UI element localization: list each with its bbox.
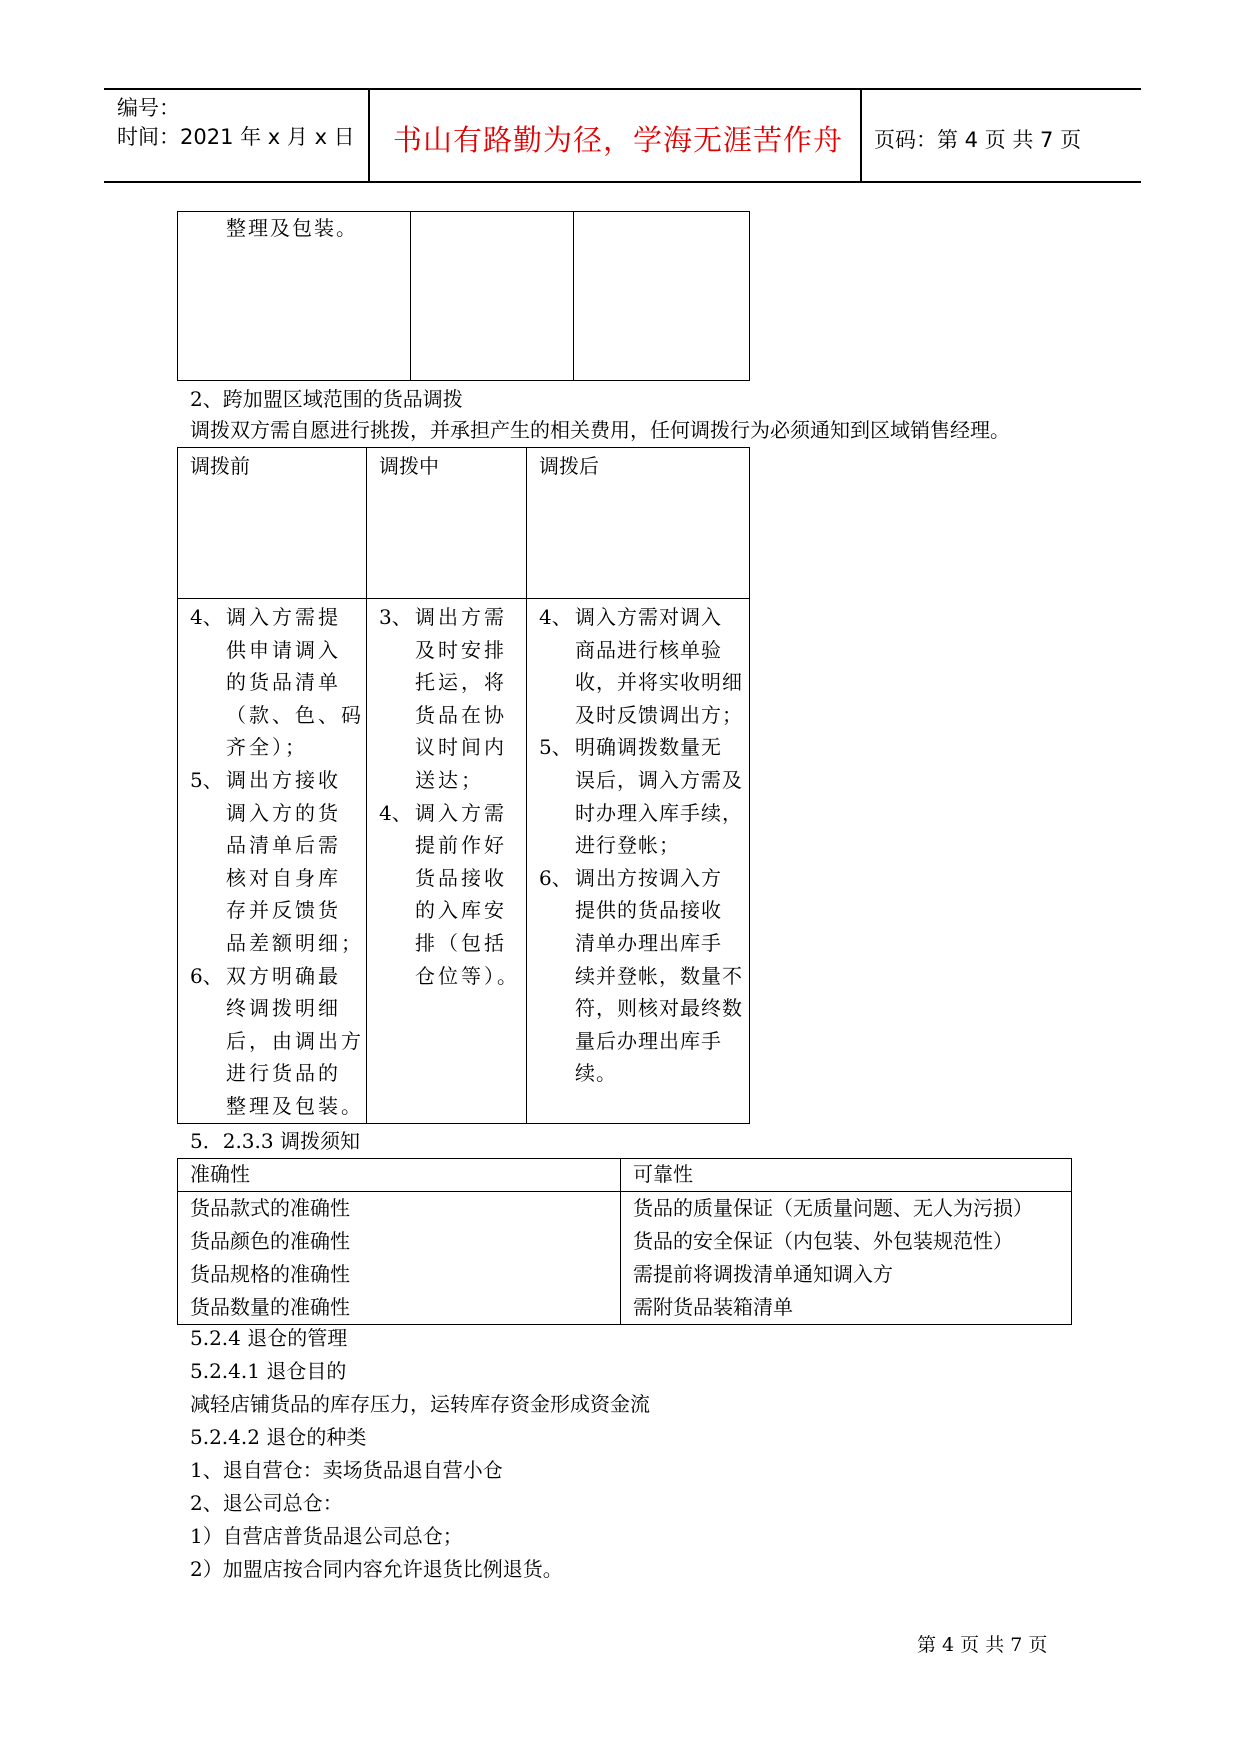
step-line bbox=[539, 764, 749, 797]
doc-number-label: 编号： bbox=[117, 96, 180, 120]
section-524-heading: 5.2.4 退仓的管理 bbox=[190, 1326, 348, 1350]
step-text: 品清单后需 bbox=[226, 833, 341, 858]
step-text: 货品接收 bbox=[415, 865, 507, 890]
step-text: 调入方的货 bbox=[226, 800, 341, 825]
notice-accuracy-item: 货品款式的准确性 bbox=[190, 1196, 350, 1220]
step-text: 进行货品的 bbox=[226, 1061, 341, 1086]
step-text: 的入库安 bbox=[415, 898, 507, 923]
notice-accuracy-item: 货品数量的准确性 bbox=[190, 1295, 350, 1319]
step-line bbox=[190, 797, 366, 830]
notice-table bbox=[177, 1158, 1072, 1325]
step-line bbox=[379, 960, 526, 993]
step-line bbox=[190, 731, 366, 764]
transfer-table bbox=[177, 447, 750, 1124]
section-2-heading: 2、跨加盟区域范围的货品调拨 bbox=[190, 387, 463, 411]
step-number: 6、 bbox=[539, 865, 572, 890]
notice-accuracy-item: 货品颜色的准确性 bbox=[190, 1229, 350, 1253]
return-type-2-item-1: 1）自营店普货品退公司总仓； bbox=[190, 1524, 463, 1548]
steps-after-list bbox=[539, 601, 749, 1090]
step-line bbox=[379, 894, 526, 927]
notice-header-reliability bbox=[621, 1159, 1072, 1192]
header-divider-left bbox=[368, 88, 370, 183]
step-text: 仓位等）。 bbox=[415, 963, 520, 988]
step-text: 误后，调入方需及 bbox=[575, 767, 743, 792]
header-after-label: 调拨后 bbox=[539, 454, 599, 478]
section-2-paragraph: 调拨双方需自愿进行挑拨，并承担产生的相关费用，任何调拨行为必须通知到区域销售经理。 bbox=[190, 418, 1010, 442]
step-number: 6、 bbox=[190, 963, 223, 988]
steps-before-list bbox=[190, 601, 366, 1123]
step-line bbox=[539, 1025, 749, 1058]
step-line bbox=[539, 894, 749, 927]
steps-during-cell bbox=[367, 599, 527, 1124]
step-number: 5、 bbox=[190, 767, 223, 792]
step-line bbox=[190, 634, 366, 667]
step-text: 调出方接收 bbox=[226, 767, 341, 792]
top-continuation-table bbox=[177, 211, 750, 381]
step-line bbox=[190, 927, 366, 960]
step-line bbox=[379, 731, 526, 764]
step-line bbox=[379, 699, 526, 732]
return-type-2: 2、退公司总仓： bbox=[190, 1491, 343, 1515]
notice-accuracy-cell bbox=[178, 1192, 621, 1325]
step-text: 货品在协 bbox=[415, 702, 507, 727]
step-text: 送达； bbox=[415, 767, 484, 792]
step-text: 供申请调入 bbox=[226, 637, 341, 662]
step-text: 清单办理出库手 bbox=[575, 930, 722, 955]
step-line bbox=[190, 1090, 366, 1123]
header-page-label: 页码：第 4 页 共 7 页 bbox=[874, 128, 1082, 152]
steps-before-cell bbox=[178, 599, 367, 1124]
step-number: 4、 bbox=[379, 800, 412, 825]
step-text: 调出方需 bbox=[415, 605, 507, 629]
step-text: 的货品清单 bbox=[226, 670, 341, 695]
top-table-cell-2 bbox=[411, 212, 574, 381]
step-text: 齐全）； bbox=[226, 735, 308, 760]
step-text: 时办理入库手续， bbox=[575, 800, 743, 825]
step-line bbox=[539, 634, 749, 667]
step-text: 量后办理出库手 bbox=[575, 1028, 722, 1053]
step-line bbox=[539, 927, 749, 960]
step-text: 及时反馈调出方； bbox=[575, 702, 743, 727]
notice-reliability-item: 需提前将调拨清单通知调入方 bbox=[633, 1262, 893, 1286]
section-5241-text: 减轻店铺货品的库存压力，运转库存资金形成资金流 bbox=[190, 1392, 650, 1416]
step-line bbox=[190, 1057, 366, 1090]
doc-time-label: 时间：2021 年 x 月 x 日 bbox=[117, 125, 355, 149]
section-524-body bbox=[190, 1322, 650, 1586]
header-motto: 书山有路勤为径，学海无涯苦作舟 bbox=[393, 123, 844, 157]
step-text: 续。 bbox=[575, 1061, 617, 1086]
notice-reliability-item: 货品的安全保证（内包装、外包装规范性） bbox=[633, 1229, 1013, 1253]
step-text: 进行登帐； bbox=[575, 833, 680, 858]
step-line bbox=[379, 797, 526, 830]
step-text: 议时间内 bbox=[415, 735, 507, 760]
notice-reliability-cell bbox=[621, 1192, 1072, 1325]
return-type-1: 1、退自营仓：卖场货品退自营小仓 bbox=[190, 1458, 503, 1482]
step-text: 整理及包装。 bbox=[226, 1093, 364, 1118]
header-after bbox=[527, 448, 750, 599]
top-table-cell-3 bbox=[574, 212, 750, 381]
notice-reliability-item: 需附货品装箱清单 bbox=[633, 1295, 793, 1319]
header-before-label: 调拨前 bbox=[190, 454, 250, 478]
step-line bbox=[190, 666, 366, 699]
notice-accuracy-item: 货品规格的准确性 bbox=[190, 1262, 350, 1286]
steps-during-list bbox=[379, 601, 526, 992]
step-text: 调入方需对调入 bbox=[575, 605, 722, 629]
step-text: 核对自身库 bbox=[226, 865, 341, 890]
step-text: 收，并将实收明细 bbox=[575, 670, 743, 695]
step-text: 提供的货品接收 bbox=[575, 898, 722, 923]
step-line bbox=[379, 764, 526, 797]
footer-page-number: 第 4 页 共 7 页 bbox=[917, 1634, 1048, 1656]
return-type-2-item-2: 2）加盟店按合同内容允许退货比例退货。 bbox=[190, 1557, 563, 1581]
header-during-label: 调拨中 bbox=[379, 454, 439, 478]
step-text: 续并登帐，数量不 bbox=[575, 963, 743, 988]
step-text: 调入方需 bbox=[415, 800, 507, 825]
header-top-rule bbox=[104, 88, 1141, 90]
section-5242-heading: 5.2.4.2 退仓的种类 bbox=[190, 1425, 367, 1449]
step-line bbox=[379, 927, 526, 960]
step-text: 调入方需提 bbox=[226, 605, 341, 629]
step-line bbox=[190, 960, 366, 993]
step-line bbox=[190, 699, 366, 732]
step-text: 商品进行核单验 bbox=[575, 637, 722, 662]
step-line bbox=[190, 862, 366, 895]
step-text: 及时安排 bbox=[415, 637, 507, 662]
step-text: 提前作好 bbox=[415, 833, 507, 858]
step-line bbox=[190, 1025, 366, 1058]
step-number: 5、 bbox=[539, 735, 572, 760]
step-number: 4、 bbox=[539, 605, 572, 629]
notice-reliability-item: 货品的质量保证（无质量问题、无人为污损） bbox=[633, 1196, 1033, 1220]
step-line bbox=[190, 894, 366, 927]
step-line bbox=[190, 829, 366, 862]
step-text: 符，则核对最终数 bbox=[575, 996, 743, 1021]
step-line bbox=[190, 601, 366, 634]
step-line bbox=[539, 960, 749, 993]
section-5233-heading: 5．2.3.3 调拨须知 bbox=[190, 1129, 360, 1153]
step-text: 后，由调出方 bbox=[226, 1028, 364, 1053]
step-text: 终调拨明细 bbox=[226, 996, 341, 1021]
step-text: 品差额明细； bbox=[226, 930, 364, 955]
notice-header-accuracy bbox=[178, 1159, 621, 1192]
step-text: 明确调拨数量无 bbox=[575, 735, 722, 760]
notice-header-accuracy-label: 准确性 bbox=[190, 1162, 250, 1186]
step-line bbox=[379, 634, 526, 667]
step-line bbox=[539, 666, 749, 699]
step-line bbox=[379, 829, 526, 862]
header-divider-right bbox=[860, 88, 862, 183]
step-number: 3、 bbox=[379, 605, 412, 629]
step-text: （款、色、码 bbox=[226, 702, 364, 727]
step-text: 存并反馈货 bbox=[226, 898, 341, 923]
top-table-cell-text: 整理及包装。 bbox=[226, 216, 358, 240]
step-line bbox=[190, 764, 366, 797]
step-line bbox=[190, 992, 366, 1025]
header-during bbox=[367, 448, 527, 599]
step-line bbox=[379, 862, 526, 895]
top-table-cell-1 bbox=[178, 212, 411, 381]
step-text: 排（包括 bbox=[415, 930, 507, 955]
steps-after-cell bbox=[527, 599, 750, 1124]
step-line bbox=[379, 666, 526, 699]
step-line bbox=[379, 601, 526, 634]
step-line bbox=[539, 601, 749, 634]
notice-header-reliability-label: 可靠性 bbox=[633, 1162, 693, 1186]
step-line bbox=[539, 1057, 749, 1090]
header-before bbox=[178, 448, 367, 599]
step-line bbox=[539, 829, 749, 862]
step-line bbox=[539, 731, 749, 764]
step-text: 双方明确最 bbox=[226, 963, 341, 988]
header-bottom-rule bbox=[104, 181, 1141, 183]
step-line bbox=[539, 699, 749, 732]
step-line bbox=[539, 797, 749, 830]
step-text: 调出方按调入方 bbox=[575, 865, 722, 890]
step-number: 4、 bbox=[190, 605, 223, 629]
step-line bbox=[539, 992, 749, 1025]
step-line bbox=[539, 862, 749, 895]
step-text: 托运，将 bbox=[415, 670, 507, 695]
section-5241-heading: 5.2.4.1 退仓目的 bbox=[190, 1359, 347, 1383]
